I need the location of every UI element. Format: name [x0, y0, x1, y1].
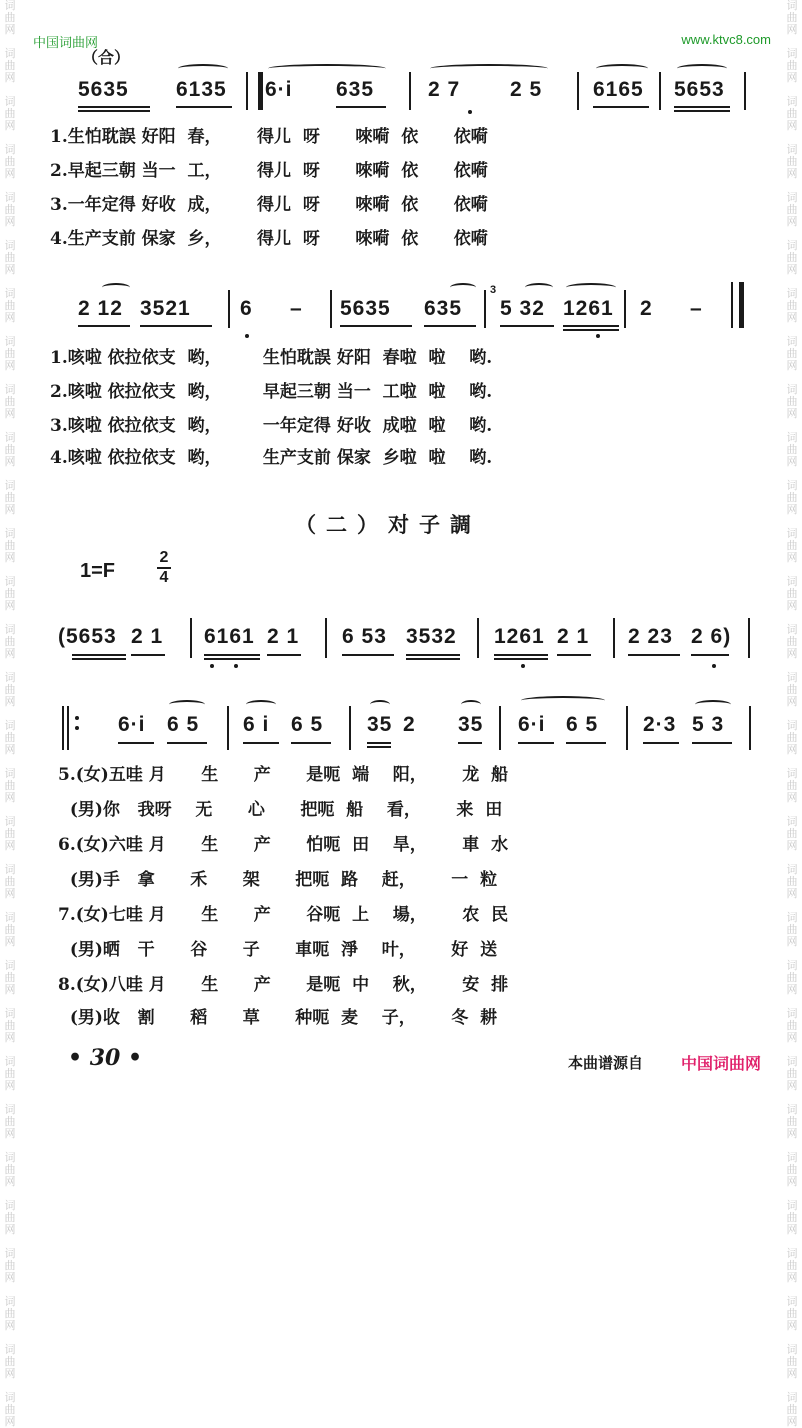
- beam-line: [563, 325, 619, 327]
- low-octave-dot: [210, 664, 214, 668]
- note-group: –: [290, 297, 303, 320]
- beam-line: [78, 110, 150, 112]
- note-group: –: [690, 297, 703, 320]
- note-group: 2: [640, 297, 653, 320]
- note-group: 35: [458, 713, 484, 736]
- barline: [227, 706, 229, 750]
- barline: [228, 290, 230, 328]
- beam-line: [118, 742, 154, 744]
- lyric-line: 4.生产支前 保家 乡， 得儿 呀 唻嗬 依 依嗬: [50, 229, 488, 249]
- barline: [484, 290, 486, 328]
- note-group: 6 5: [291, 713, 324, 736]
- time-signature: [157, 549, 171, 587]
- repeat-barline: [67, 706, 69, 750]
- source-brand-link[interactable]: 中国词曲网: [681, 1054, 762, 1073]
- lyric-line: 3.一年定得 好收 成， 得儿 呀 唻嗬 依 依嗬: [50, 195, 488, 215]
- note-group: 1261: [563, 297, 614, 320]
- beam-line: [494, 658, 548, 660]
- barline: [258, 72, 263, 110]
- beam-line: [72, 658, 126, 660]
- note-group: 6·i: [265, 78, 293, 101]
- beam-line: [340, 325, 412, 327]
- beam-line: [557, 654, 591, 656]
- beam-line: [563, 329, 619, 331]
- right-watermark-strip: 词 曲 网 词 曲 网 词 曲 网 词 曲 网 词 曲 网 词 曲 网 词 曲 网 词 曲 网 词 曲 网 词 曲 网 词 曲 网 词 曲 网 词 曲 网 词 曲 网 词 曲 网 词 曲 网 词 曲 网 词 曲 网 词 曲 网 词 曲 网 词 曲 网 词 曲 网 词 曲 网 词 曲 网 词 曲 网 词 曲 网 词 曲 网 词 曲 网 词 曲 网 词 曲 网: [786, 0, 798, 1428]
- note-group: 6 i: [243, 713, 270, 736]
- chorus-label: （合）: [82, 48, 131, 67]
- lyric-line: 2.咳啦 依拉依支 哟， 早起三朝 当一 工啦 啦 哟.: [50, 382, 493, 402]
- barline: [624, 290, 626, 328]
- barline: [749, 706, 751, 750]
- note-group: 2 5: [510, 78, 543, 101]
- barline: [499, 706, 501, 750]
- final-barline: [739, 282, 744, 328]
- slur: [370, 700, 390, 709]
- barline: [626, 706, 628, 750]
- lyric-line: (男)晒 干 谷 子 車呃 淨 叶， 好 送: [58, 940, 498, 960]
- lyric-line: 7.(女)七哇 月 生 产 谷呃 上 場， 农 民: [58, 905, 509, 925]
- beam-line: [406, 654, 460, 656]
- beam-line: [424, 325, 476, 327]
- note-group: 2 23: [628, 625, 673, 648]
- beam-line: [72, 654, 126, 656]
- page-number: • 30 •: [68, 1045, 143, 1071]
- note-group: 6 5: [566, 713, 599, 736]
- beam-line: [243, 742, 279, 744]
- beam-line: [78, 106, 150, 108]
- note-group: 6 5: [167, 713, 200, 736]
- slur: [566, 283, 616, 292]
- barline: [246, 72, 248, 110]
- beam-line: [518, 742, 554, 744]
- beam-line: [674, 106, 730, 108]
- beam-line: [367, 746, 391, 748]
- note-group: 6 53: [342, 625, 387, 648]
- note-group: 6·i: [118, 713, 146, 736]
- beam-line: [406, 658, 460, 660]
- beam-line: [267, 654, 301, 656]
- lyric-line: 4.咳啦 依拉依支 哟， 生产支前 保家 乡啦 啦 哟.: [50, 448, 493, 468]
- lyric-line: 5.(女)五哇 月 生 产 是呃 端 阳， 龙 船: [58, 765, 509, 785]
- final-barline: [731, 282, 733, 328]
- time-signature-bottom: 4: [159, 569, 169, 586]
- note-group: 2 12: [78, 297, 123, 320]
- slur: [677, 64, 727, 73]
- slur: [102, 283, 130, 292]
- barline: [330, 290, 332, 328]
- repeat-sign: [75, 710, 79, 736]
- lyric-line: 1.生怕耽誤 好阳 春， 得儿 呀 唻嗬 依 依嗬: [50, 127, 488, 147]
- note-group: 5 3: [692, 713, 725, 736]
- note-group: 2 6): [691, 625, 732, 648]
- beam-line: [291, 742, 331, 744]
- lyric-line: 3.咳啦 依拉依支 哟， 一年定得 好收 成啦 啦 哟.: [50, 416, 493, 436]
- barline: [613, 618, 615, 658]
- beam-line: [628, 654, 680, 656]
- slur: [178, 64, 228, 73]
- beam-line: [204, 654, 260, 656]
- source-text: 本曲谱源自: [568, 1054, 644, 1072]
- note-group: (5653: [58, 625, 117, 648]
- note-group: 2: [403, 713, 416, 736]
- slur: [521, 696, 605, 705]
- barline: [190, 618, 192, 658]
- slur: [169, 700, 205, 709]
- slur: [695, 700, 731, 709]
- slur: [430, 64, 548, 73]
- note-group: 6161: [204, 625, 255, 648]
- note-group: 5635: [340, 297, 391, 320]
- repeat-barline: [62, 706, 64, 750]
- note-group: 3532: [406, 625, 457, 648]
- lyric-line: (男)手 拿 禾 架 把呃 路 赶， 一 粒: [58, 870, 498, 890]
- lyric-line: 1.咳啦 依拉依支 哟， 生怕耽誤 好阳 春啦 啦 哟.: [50, 348, 493, 368]
- low-octave-dot: [245, 334, 249, 338]
- beam-line: [494, 654, 548, 656]
- beam-line: [140, 325, 212, 327]
- low-octave-dot: [596, 334, 600, 338]
- note-group: 3521: [140, 297, 191, 320]
- note-group: 35: [367, 713, 393, 736]
- key-signature: 1=F: [80, 560, 116, 582]
- beam-line: [131, 654, 165, 656]
- barline: [325, 618, 327, 658]
- barline: [477, 618, 479, 658]
- low-octave-dot: [468, 110, 472, 114]
- time-signature-top: 2: [159, 549, 169, 566]
- beam-line: [204, 658, 260, 660]
- beam-line: [593, 106, 649, 108]
- lyric-line: (男)你 我呀 无 心 把呃 船 看， 来 田: [58, 800, 503, 820]
- note-group: 2 1: [131, 625, 164, 648]
- beam-line: [566, 742, 606, 744]
- note-group: 2 1: [557, 625, 590, 648]
- barline: [349, 706, 351, 750]
- barline: [744, 72, 746, 110]
- note-group: 635: [424, 297, 463, 320]
- slur: [268, 64, 386, 73]
- barline: [577, 72, 579, 110]
- slur: [596, 64, 648, 73]
- beam-line: [692, 742, 732, 744]
- note-group: 5635: [78, 78, 129, 101]
- note-group: 1261: [494, 625, 545, 648]
- note-group: 6: [240, 297, 253, 320]
- note-group: 2·3: [643, 713, 677, 736]
- note-group: 5653: [674, 78, 725, 101]
- beam-line: [500, 325, 554, 327]
- beam-line: [176, 106, 232, 108]
- note-group: 635: [336, 78, 375, 101]
- beam-line: [367, 742, 391, 744]
- note-group: 5 32: [500, 297, 545, 320]
- low-octave-dot: [234, 664, 238, 668]
- lyric-line: 6.(女)六哇 月 生 产 怕呃 田 旱， 車 水: [58, 835, 509, 855]
- beam-line: [336, 106, 386, 108]
- grace-note: 3: [490, 284, 498, 296]
- slur: [450, 283, 476, 292]
- site-name-header: 中国词曲网: [33, 36, 99, 51]
- beam-line: [78, 325, 130, 327]
- slur: [525, 283, 553, 292]
- lyric-line: 2.早起三朝 当一 工， 得儿 呀 唻嗬 依 依嗬: [50, 161, 488, 181]
- left-watermark-strip: 词 曲 网 词 曲 网 词 曲 网 词 曲 网 词 曲 网 词 曲 网 词 曲 网 词 曲 网 词 曲 网 词 曲 网 词 曲 网 词 曲 网 词 曲 网 词 曲 网 词 曲 网 词 曲 网 词 曲 网 词 曲 网 词 曲 网 词 曲 网 词 曲 网 词 曲 网 词 曲 网 词 曲 网 词 曲 网 词 曲 网 词 曲 网 词 曲 网 词 曲 网 词 曲 网: [4, 0, 16, 1428]
- note-group: 6165: [593, 78, 644, 101]
- note-group: 6·i: [518, 713, 546, 736]
- lyric-line: 8.(女)八哇 月 生 产 是呃 中 秋， 安 排: [58, 975, 509, 995]
- beam-line: [342, 654, 394, 656]
- beam-line: [167, 742, 207, 744]
- note-group: 6135: [176, 78, 227, 101]
- note-group: 2 1: [267, 625, 300, 648]
- beam-line: [458, 742, 482, 744]
- beam-line: [691, 654, 729, 656]
- site-url-header: www.ktvc8.com: [681, 32, 771, 47]
- barline: [409, 72, 411, 110]
- section-title: （二）对子調: [295, 512, 481, 537]
- barline: [659, 72, 661, 110]
- low-octave-dot: [712, 664, 716, 668]
- barline: [748, 618, 750, 658]
- low-octave-dot: [521, 664, 525, 668]
- beam-line: [643, 742, 679, 744]
- slur: [246, 700, 276, 709]
- note-group: 2 7: [428, 78, 461, 101]
- lyric-line: (男)收 割 稻 草 种呃 麦 子， 冬 耕: [58, 1008, 498, 1028]
- beam-line: [674, 110, 730, 112]
- slur: [461, 700, 481, 709]
